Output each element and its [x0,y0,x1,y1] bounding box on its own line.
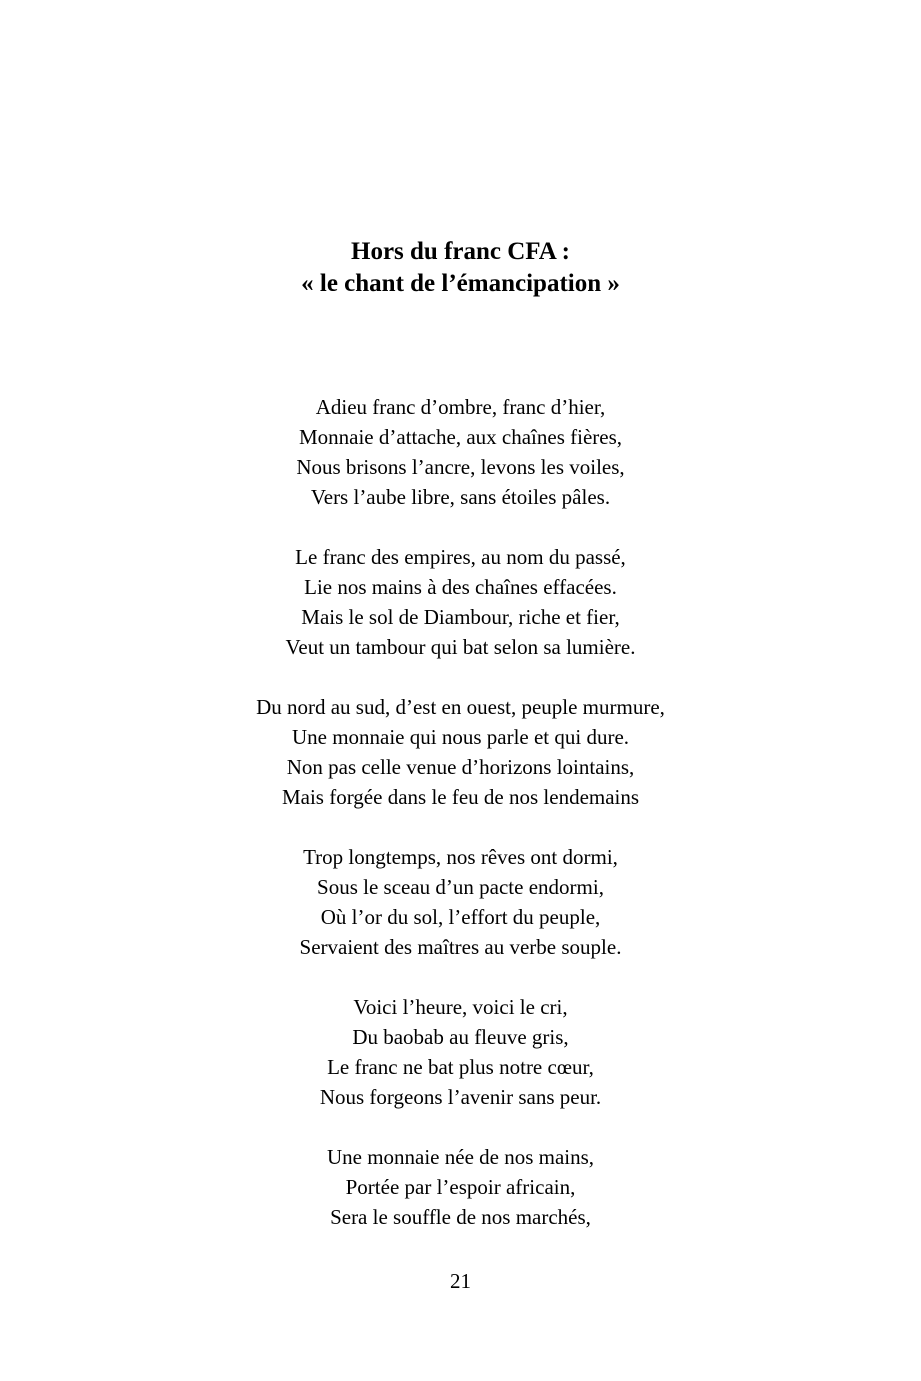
page-number: 21 [450,1269,471,1293]
poem-title [0,236,921,300]
verse: Mais le sol de Diambour, riche et fier, [301,605,620,629]
verse: Monnaie d’attache, aux chaînes fières, [298,425,623,449]
verse: Voici l’heure, voici le cri, [353,995,568,1019]
verse: Sera le souffle de nos marchés, [330,1205,591,1229]
verse: Lie nos mains à des chaînes effacées. [304,575,617,599]
verse: Une monnaie qui nous parle et qui dure. [291,725,630,749]
verse: Non pas celle venue d’horizons lointains, [286,755,635,779]
verse: Veut un tambour qui bat selon sa lumière. [285,635,636,659]
verse: Où l’or du sol, l’effort du peuple, [320,905,601,929]
verse: Vers l’aube libre, sans étoiles pâles. [310,485,611,509]
verse: Portée par l’espoir africain, [345,1175,576,1199]
verse: Du baobab au fleuve gris, [352,1025,569,1049]
verse: Adieu franc d’ombre, franc d’hier, [315,395,606,419]
verse: Trop longtemps, nos rêves ont dormi, [303,845,618,869]
title-line-2: « le chant de l’émancipation » [301,270,620,297]
stanza-5 [0,992,921,1112]
verse: Sous le sceau d’un pacte endormi, [317,875,604,899]
verse: Servaient des maîtres au verbe souple. [299,935,622,959]
verse: Mais forgée dans le feu de nos lendemains [281,785,640,809]
stanza-2 [0,542,921,662]
verse: Du nord au sud, d’est en ouest, peuple murmure, [256,695,665,719]
verse: Nous brisons l’ancre, levons les voiles, [296,455,625,479]
title-line-1: Hors du franc CFA : [351,238,570,265]
verse: Le franc ne bat plus notre cœur, [327,1055,594,1079]
verse: Une monnaie née de nos mains, [326,1145,595,1169]
poem-body [0,392,921,1262]
stanza-4 [0,842,921,962]
verse: Nous forgeons l’avenir sans peur. [319,1085,602,1109]
stanza-3 [0,692,921,812]
stanza-1 [0,392,921,512]
stanza-6 [0,1142,921,1232]
verse: Le franc des empires, au nom du passé, [295,545,626,569]
